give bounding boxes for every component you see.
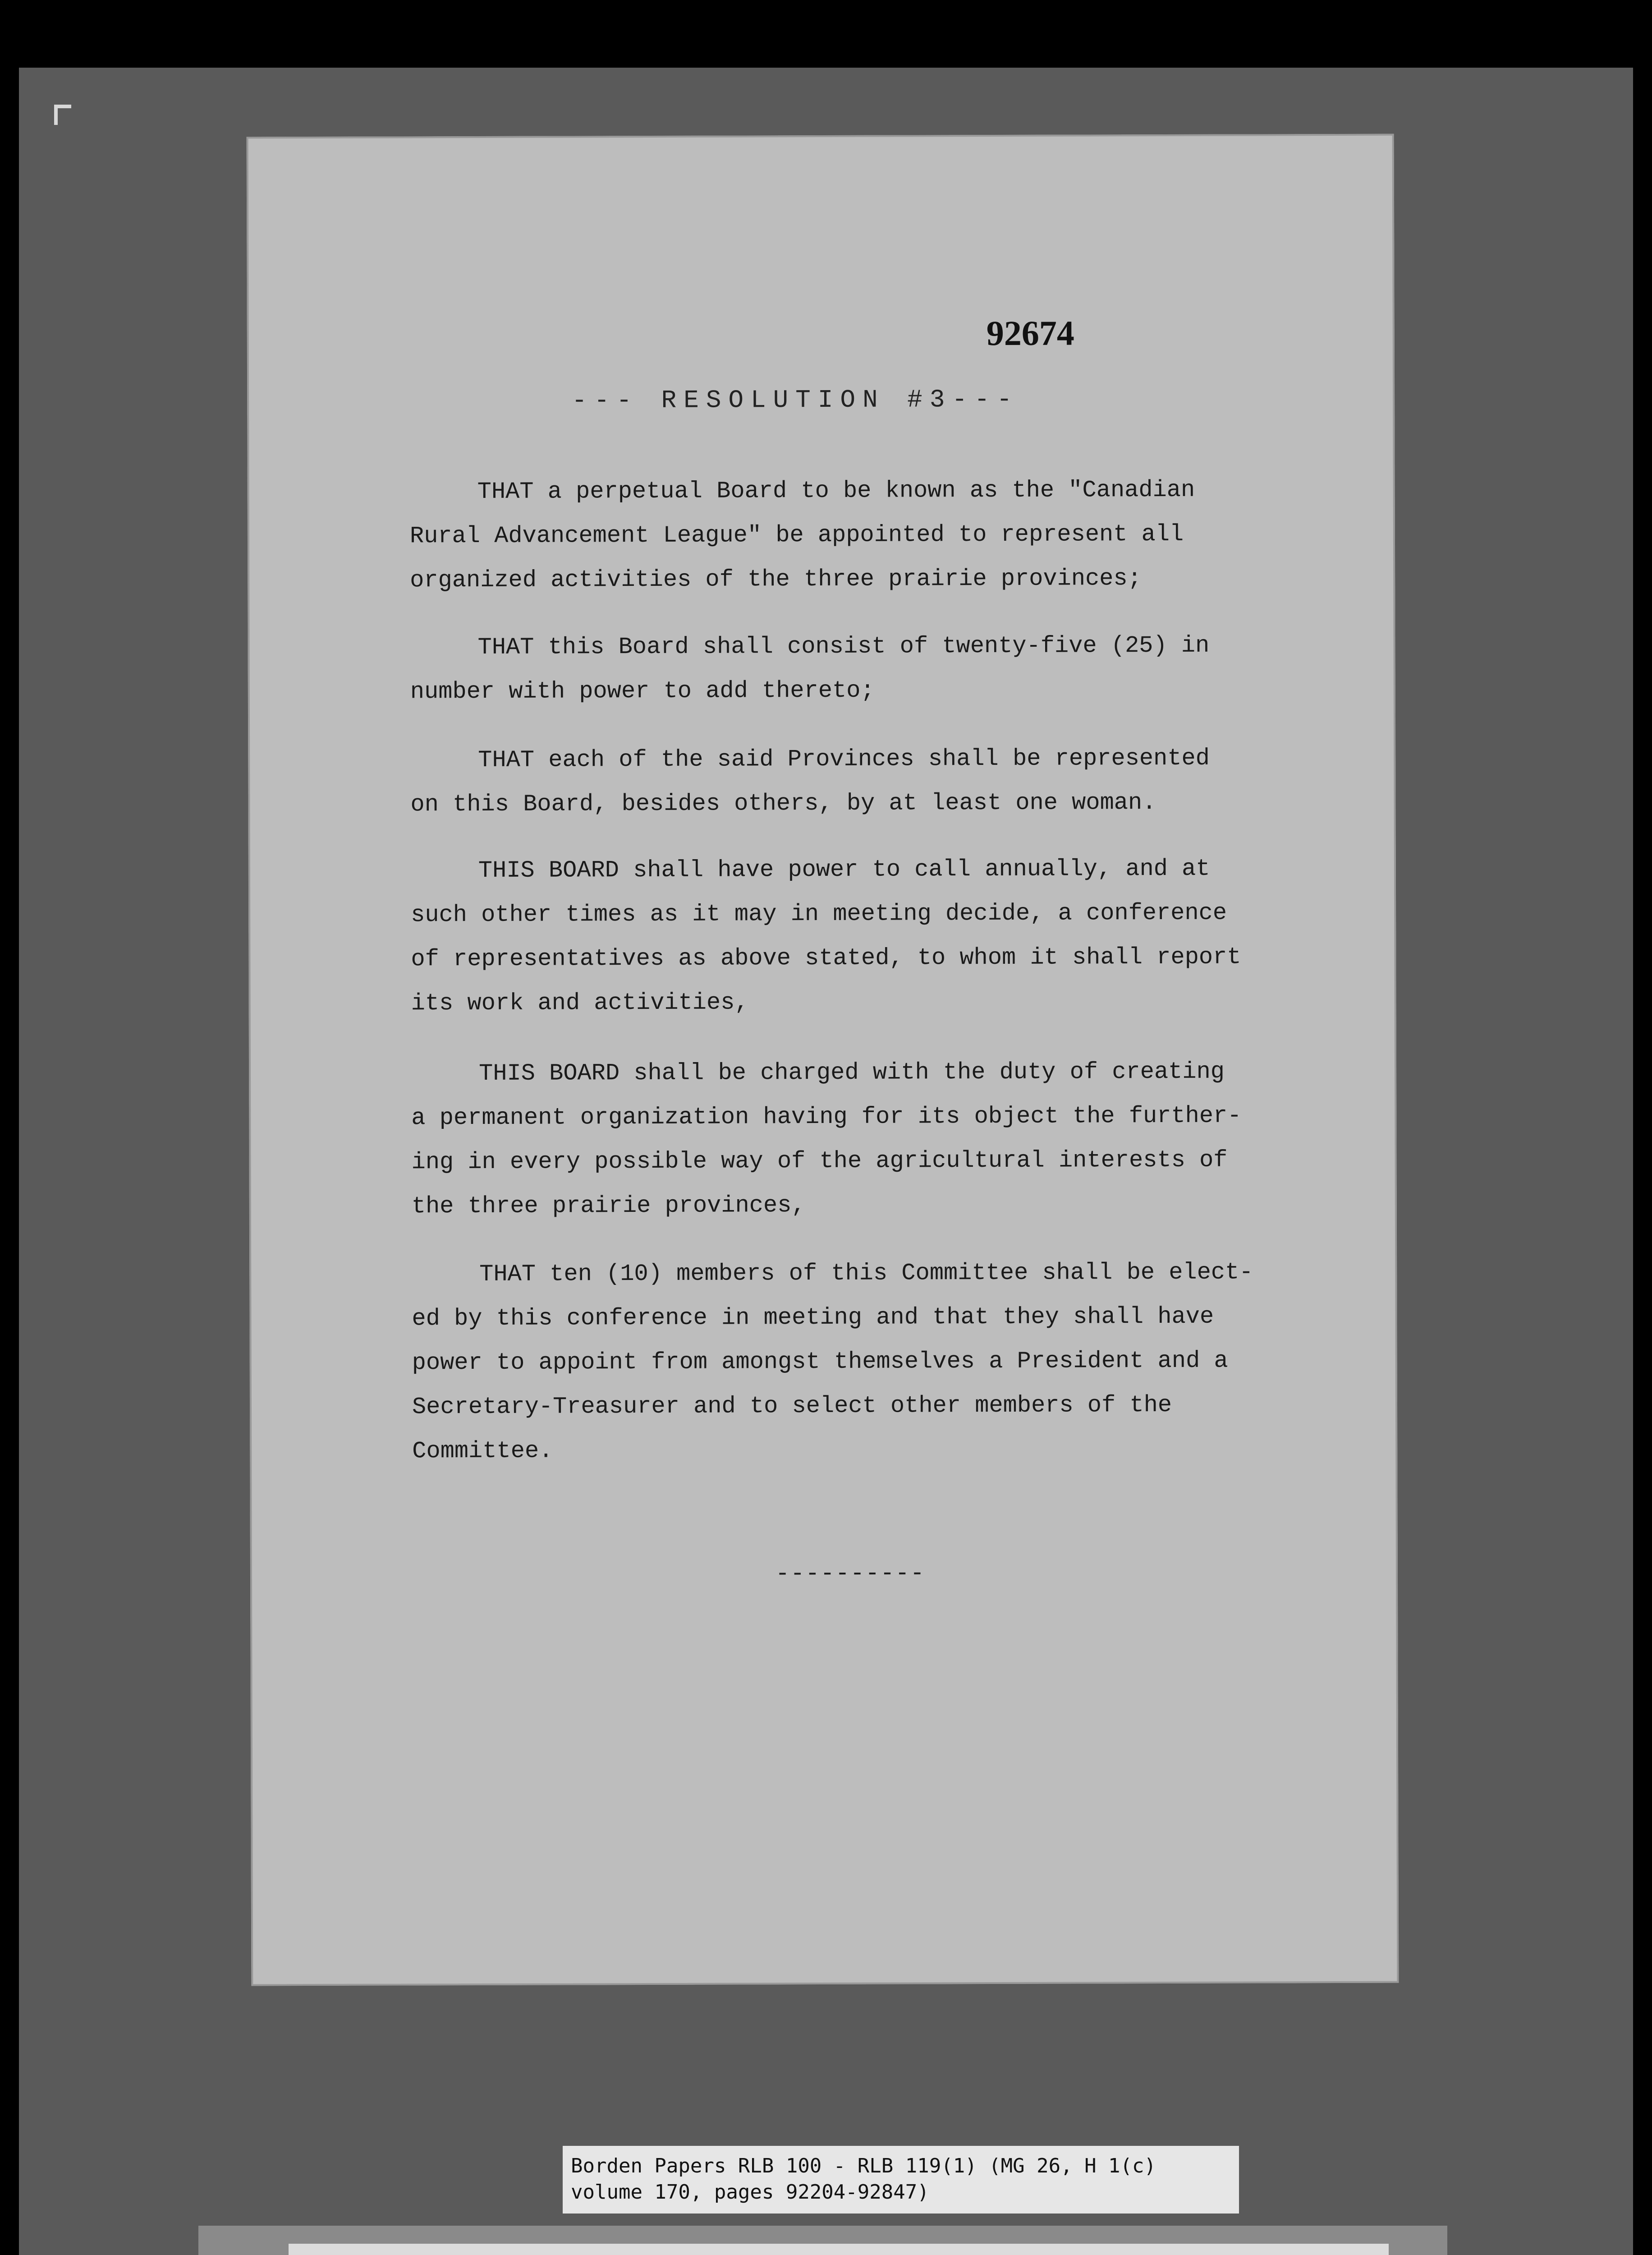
text-line: such other times as it may in meeting decide, a conference bbox=[411, 899, 1227, 929]
text-line: the three prairie provinces, bbox=[411, 1192, 806, 1220]
label-line: volume 170, pages 92204-92847) bbox=[571, 2181, 929, 2204]
text-line: number with power to add thereto; bbox=[410, 677, 875, 705]
text-line: THIS BOARD shall have power to call annually, and at bbox=[478, 855, 1210, 884]
text-line: THAT a perpetual Board to be known as the "Canadian bbox=[477, 476, 1195, 506]
paragraph-6 bbox=[412, 1250, 1314, 1473]
text-line: of representatives as above stated, to whom it shall report bbox=[411, 943, 1241, 973]
text-line: ed by this conference in meeting and that they shall have bbox=[412, 1303, 1214, 1332]
archives-card bbox=[289, 2244, 1389, 2255]
paragraph-5 bbox=[411, 1049, 1313, 1229]
text-line: THAT this Board shall consist of twenty-five (25) in bbox=[477, 632, 1210, 661]
text-line: Rural Advancement League" be appointed to represent all bbox=[409, 520, 1184, 550]
text-line: THAT ten (10) members of this Committee shall be elect- bbox=[479, 1259, 1253, 1288]
text-line: on this Board, besides others, by at least one woman. bbox=[410, 789, 1156, 818]
text-line: a permanent organization having for its object the further- bbox=[411, 1102, 1242, 1132]
text-line: its work and activities, bbox=[411, 989, 749, 1017]
text-line: organized activities of the three prairie provinces; bbox=[410, 565, 1142, 594]
paragraph-4 bbox=[411, 847, 1313, 1026]
paragraph-3 bbox=[410, 736, 1312, 827]
text-line: Secretary-Treasurer and to select other members of the bbox=[412, 1391, 1172, 1421]
text-line: power to appoint from amongst themselves a President and a bbox=[412, 1347, 1228, 1376]
document-page bbox=[247, 134, 1399, 1986]
paragraph-1 bbox=[410, 468, 1312, 603]
text-line: ing in every possible way of the agricultural interests of bbox=[411, 1146, 1228, 1176]
archive-reference-label bbox=[563, 2146, 1239, 2214]
resolution-heading: --- RESOLUTION #3--- bbox=[572, 385, 1019, 415]
label-line: Borden Papers RLB 100 - RLB 119(1) (MG 26, H 1(c) bbox=[571, 2154, 1156, 2177]
text-line: THIS BOARD shall be charged with the duty of creating bbox=[479, 1058, 1225, 1087]
text-line: Committee. bbox=[412, 1437, 553, 1465]
page-number: 92674 bbox=[986, 313, 1074, 353]
text-line: THAT each of the said Provinces shall be represented bbox=[478, 745, 1210, 773]
paragraph-2 bbox=[410, 623, 1312, 714]
frame-corner-mark-h bbox=[54, 105, 71, 108]
end-divider: ---------- bbox=[775, 1560, 926, 1588]
